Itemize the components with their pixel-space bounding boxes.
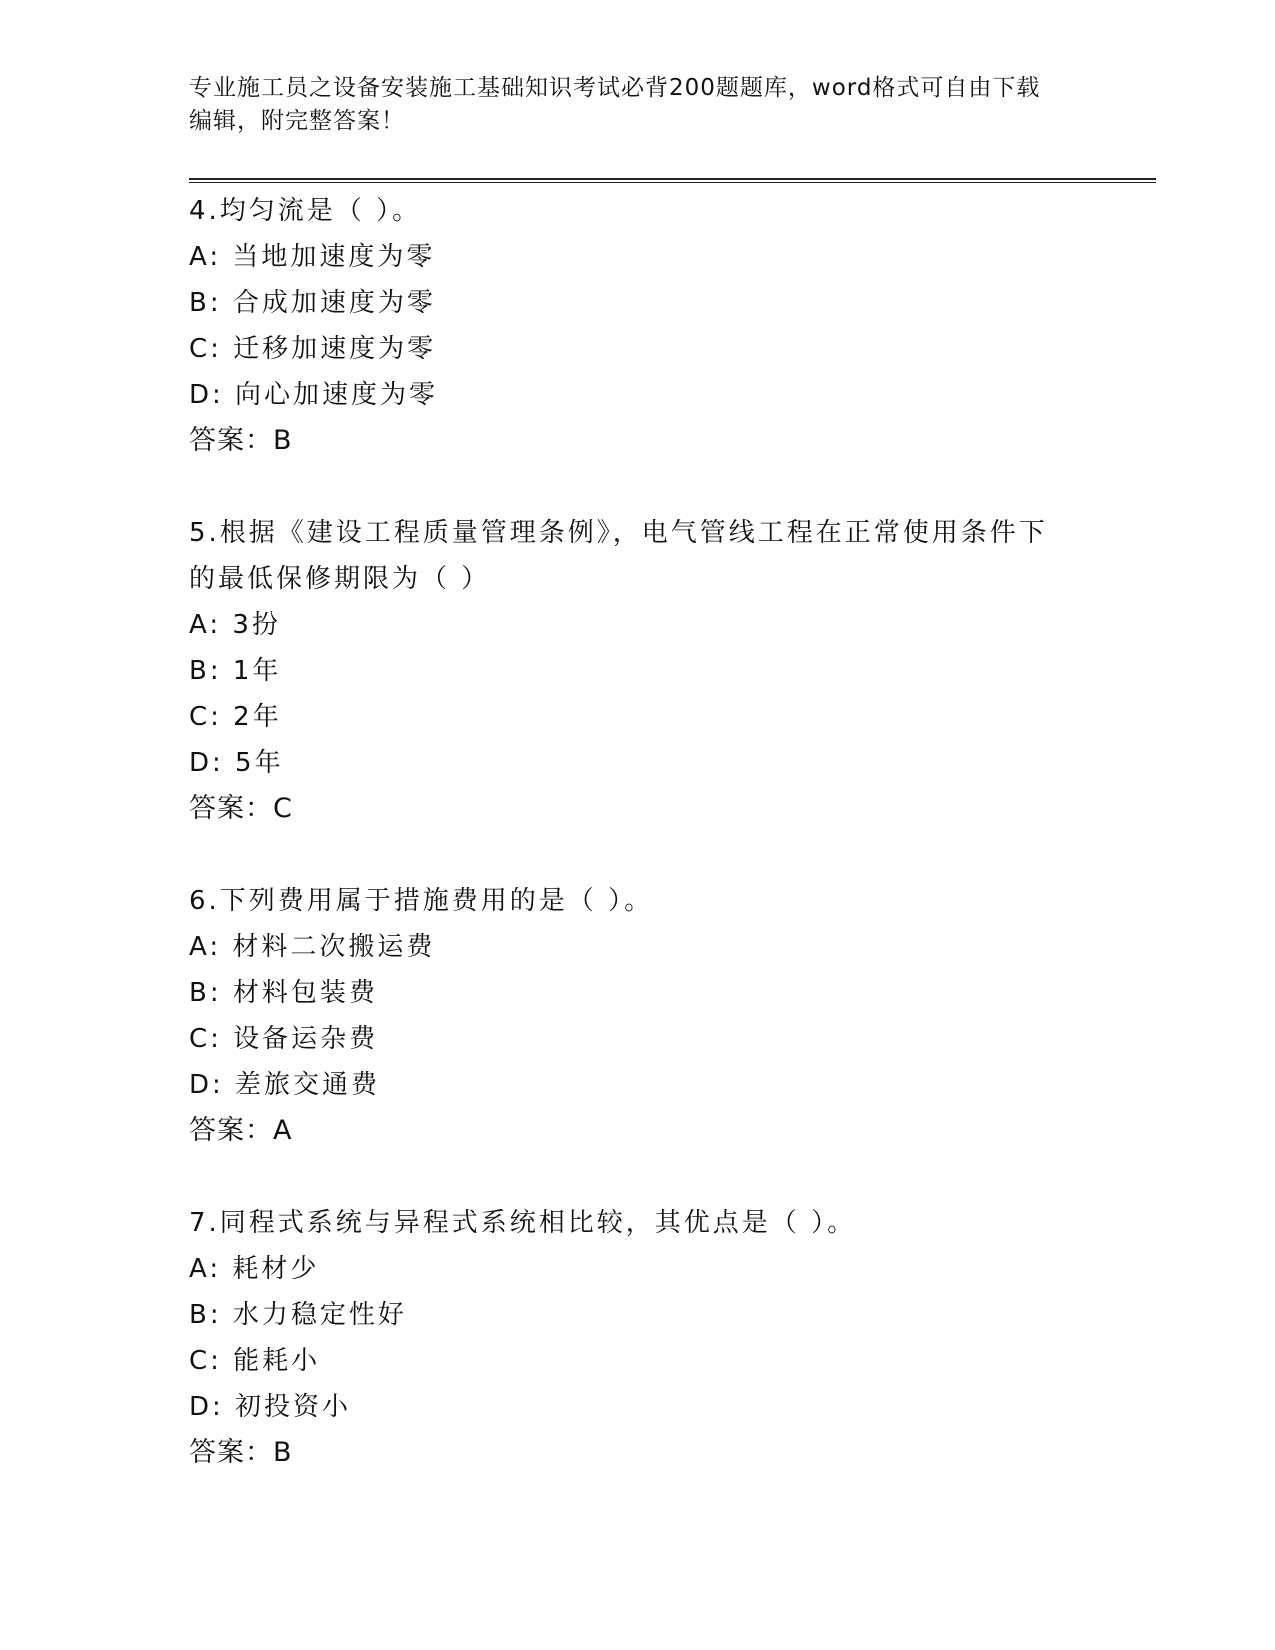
document-header [189,72,1089,138]
option-d: D: 差旅交通费 [189,1070,381,1100]
answer-line: 答案：B [189,1437,293,1468]
option-b: B: 合成加速度为零 [189,288,436,318]
question-stem: 7.同程式系统与异程式系统相比较，其优点是（ ）。 [189,1208,857,1238]
header-title-line-2: 编辑，附完整答案！ [189,108,405,134]
header-title-line-1: 专业施工员之设备安装施工基础知识考试必背200题题库，word格式可自由下载 [189,75,1041,101]
option-a: A: 当地加速度为零 [189,242,436,272]
question-7 [189,1200,1089,1476]
option-b: B: 水力稳定性好 [189,1300,407,1330]
option-b: B: 材料包装费 [189,978,378,1008]
option-c: C: 2年 [189,702,282,732]
question-5 [189,510,1089,832]
option-a: A: 材料二次搬运费 [189,932,436,962]
option-d: D: 初投资小 [189,1392,352,1422]
question-stem-line-2: 的最低保修期限为（ ） [189,564,491,594]
header-divider [189,178,1156,183]
question-stem-line-1: 5.根据《建设工程质量管理条例》，电气管线工程在正常使用条件下 [189,518,1048,548]
option-a: A: 耗材少 [189,1254,320,1284]
option-a: A: 3扮 [189,610,281,640]
question-stem: 6.下列费用属于措施费用的是（ ）。 [189,886,654,916]
answer-line: 答案：C [189,793,293,824]
question-list [189,188,1089,1522]
option-c: C: 迁移加速度为零 [189,334,437,364]
answer-line: 答案：A [189,1115,293,1146]
question-4 [189,188,1089,464]
option-b: B: 1年 [189,656,282,686]
option-c: C: 设备运杂费 [189,1024,379,1054]
option-d: D: 5年 [189,748,284,778]
answer-line: 答案：B [189,425,293,456]
question-stem: 4.均匀流是（ ）。 [189,196,422,226]
option-c: C: 能耗小 [189,1346,321,1376]
question-6 [189,878,1089,1154]
option-d: D: 向心加速度为零 [189,380,439,410]
